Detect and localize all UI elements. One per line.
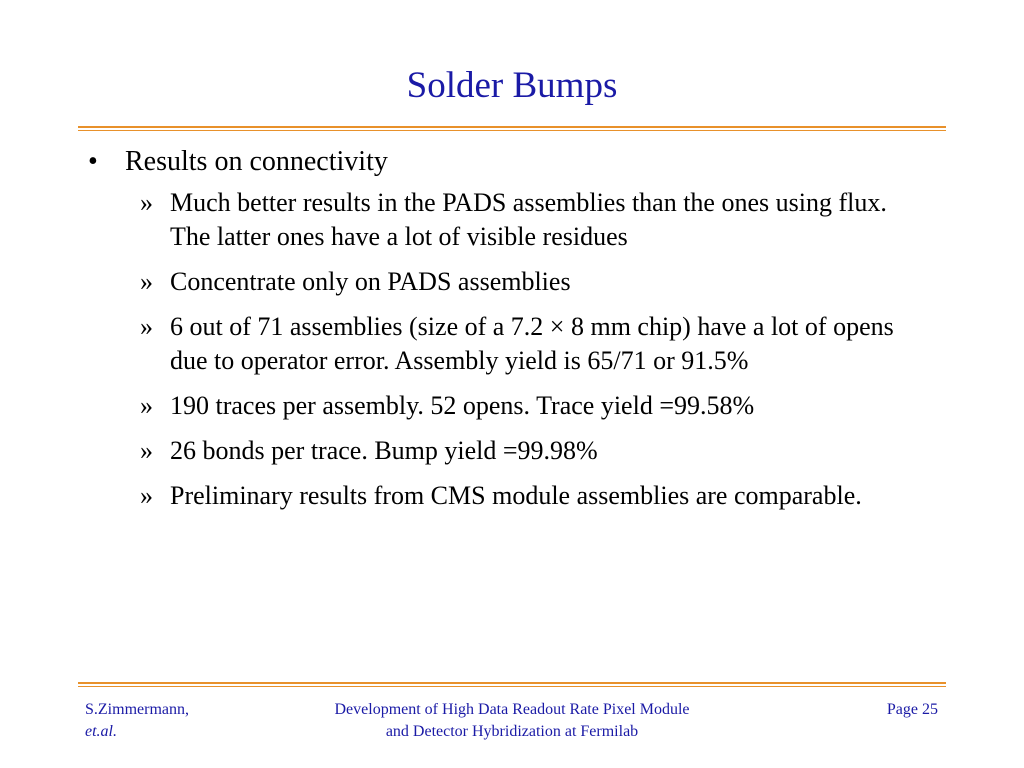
title-rule-top [78, 126, 946, 128]
sub-bullet-text: Concentrate only on PADS assemblies [170, 267, 571, 296]
main-bullet-text: Results on connectivity [125, 146, 388, 177]
footer-rule-top [78, 682, 946, 684]
sub-bullet-item [140, 310, 948, 378]
sub-bullet-item [140, 389, 948, 423]
sub-bullet-text: 26 bonds per trace. Bump yield =99.98% [170, 436, 598, 465]
sub-bullet-icon: » [140, 267, 153, 296]
sub-bullet-text: Preliminary results from CMS module assemblies are comparable. [170, 481, 862, 510]
footer-rule-bottom [78, 686, 946, 687]
sub-bullet-icon: » [140, 188, 153, 217]
slide-content [88, 143, 948, 524]
sub-bullet-icon: » [140, 436, 153, 465]
sub-bullet-item [140, 479, 948, 513]
footer-title-line-1: Development of High Data Readout Rate Pixel Module [334, 701, 690, 718]
footer-presentation-title [262, 699, 762, 743]
sub-bullet-item [140, 265, 948, 299]
footer-title-line-2: and Detector Hybridization at Fermilab [385, 723, 639, 740]
page-number: Page 25 [886, 701, 938, 718]
sub-bullet-text: 6 out of 71 assemblies (size of a 7.2 × 8 mm chip) have a lot of opens due to operator error. Assembly yield is 65/71 or 91.5% [170, 312, 894, 375]
sub-bullet-item [140, 186, 948, 254]
bullet-icon: • [88, 146, 98, 177]
footer-author-etal: et.al. [85, 723, 117, 740]
sub-bullet-icon: » [140, 481, 153, 510]
title-rule-bottom [78, 130, 946, 131]
sub-bullet-icon: » [140, 312, 153, 341]
sub-bullet-text: Much better results in the PADS assemblies than the ones using flux. The latter ones have a lot of visible residues [170, 188, 887, 251]
sub-bullet-text: 190 traces per assembly. 52 opens. Trace yield =99.58% [170, 391, 755, 420]
footer-author [85, 699, 265, 743]
sub-bullet-item [140, 434, 948, 468]
footer-author-name: S.Zimmermann, [85, 701, 189, 718]
slide-title: Solder Bumps [406, 65, 618, 106]
main-bullet-item [88, 143, 948, 180]
sub-bullet-list [140, 186, 948, 513]
sub-bullet-icon: » [140, 391, 153, 420]
